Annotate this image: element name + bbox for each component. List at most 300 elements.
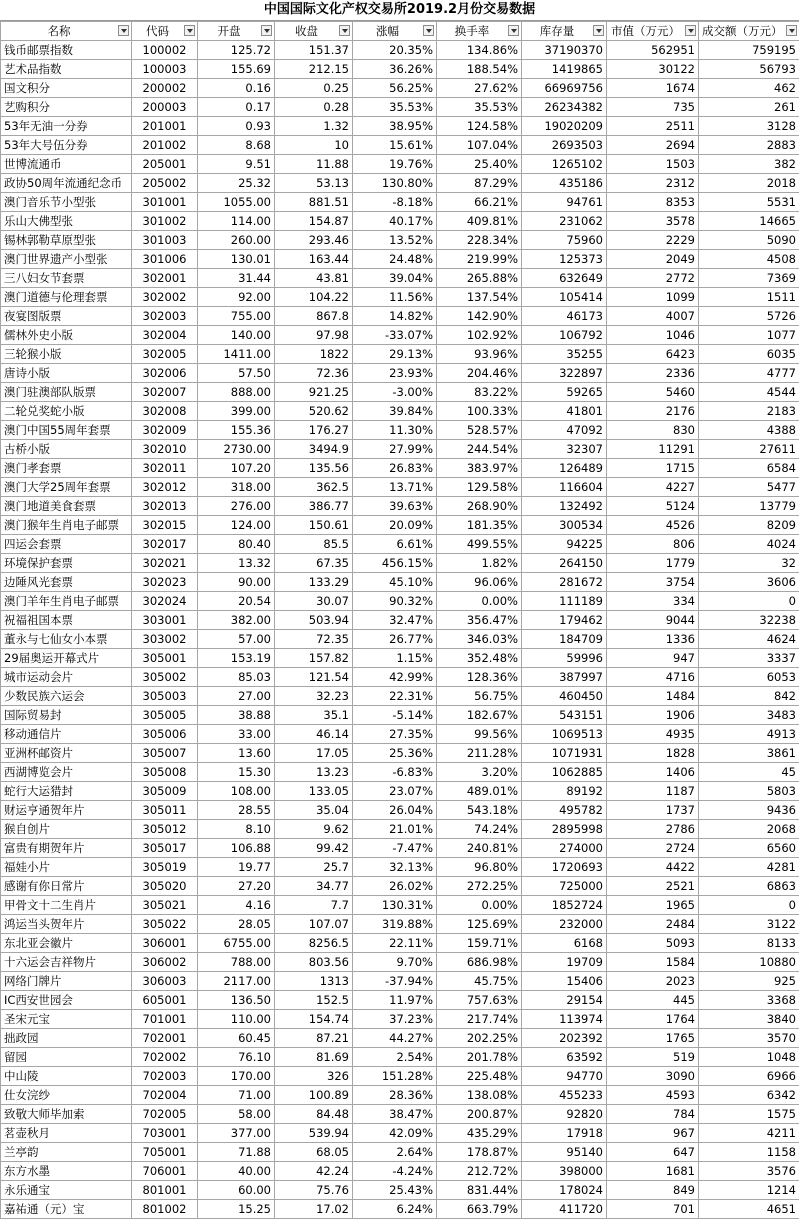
cell-market-value: 4716 (607, 668, 699, 687)
cell-volume: 14665 (699, 212, 799, 231)
cell-change: 319.88% (353, 915, 437, 934)
cell-code: 305008 (132, 763, 198, 782)
cell-turnover-rate: 212.72% (437, 1162, 522, 1181)
cell-close: 8256.5 (275, 934, 353, 953)
cell-volume: 3840 (699, 1010, 799, 1029)
cell-change: 38.47% (353, 1105, 437, 1124)
cell-inventory: 6168 (522, 934, 607, 953)
cell-code: 302003 (132, 307, 198, 326)
cell-name: 边陲风光套票 (1, 573, 132, 592)
cell-volume: 4913 (699, 725, 799, 744)
filter-dropdown-icon[interactable] (261, 25, 272, 36)
table-row (1, 1105, 799, 1124)
table-row (1, 364, 799, 383)
cell-change: 11.97% (353, 991, 437, 1010)
table-row (1, 1048, 799, 1067)
cell-turnover-rate: 528.57% (437, 421, 522, 440)
cell-open: 80.40 (198, 535, 275, 554)
cell-code: 305022 (132, 915, 198, 934)
cell-name: 十六运会吉祥物片 (1, 953, 132, 972)
cell-name: 感谢有你日常片 (1, 877, 132, 896)
cell-volume: 3576 (699, 1162, 799, 1181)
cell-close: 503.94 (275, 611, 353, 630)
cell-open: 90.00 (198, 573, 275, 592)
cell-turnover-rate: 45.75% (437, 972, 522, 991)
cell-inventory: 178024 (522, 1181, 607, 1200)
cell-change: -7.47% (353, 839, 437, 858)
cell-name: 唐诗小版 (1, 364, 132, 383)
cell-market-value: 562951 (607, 41, 699, 60)
cell-name: 世博流通币 (1, 155, 132, 174)
cell-turnover-rate: 0.00% (437, 896, 522, 915)
cell-inventory: 19020209 (522, 117, 607, 136)
cell-turnover-rate: 272.25% (437, 877, 522, 896)
cell-close: 53.13 (275, 174, 353, 193)
cell-open: 8.68 (198, 136, 275, 155)
cell-name: 澳门道德与伦理套票 (1, 288, 132, 307)
cell-volume: 4281 (699, 858, 799, 877)
cell-inventory: 47092 (522, 421, 607, 440)
cell-market-value: 1828 (607, 744, 699, 763)
cell-code: 200003 (132, 98, 198, 117)
cell-turnover-rate: 134.86% (437, 41, 522, 60)
cell-name: 儒林外史小版 (1, 326, 132, 345)
cell-change: -37.94% (353, 972, 437, 991)
table-row (1, 174, 799, 193)
cell-turnover-rate: 83.22% (437, 383, 522, 402)
cell-inventory: 89192 (522, 782, 607, 801)
cell-open: 0.16 (198, 79, 275, 98)
cell-name: 富贵有期贺年片 (1, 839, 132, 858)
cell-volume: 10880 (699, 953, 799, 972)
cell-inventory: 1062885 (522, 763, 607, 782)
cell-code: 302011 (132, 459, 198, 478)
cell-change: 27.99% (353, 440, 437, 459)
sheet-title: 中国国际文化产权交易所2019.2月份交易数据 (0, 0, 799, 21)
cell-name: 锡林郭勒草原型张 (1, 231, 132, 250)
cell-inventory: 1069513 (522, 725, 607, 744)
cell-market-value: 9044 (607, 611, 699, 630)
filter-dropdown-icon[interactable] (184, 25, 195, 36)
cell-open: 1411.00 (198, 345, 275, 364)
cell-inventory: 455233 (522, 1086, 607, 1105)
cell-volume: 4651 (699, 1200, 799, 1219)
cell-market-value: 1484 (607, 687, 699, 706)
cell-change: -8.18% (353, 193, 437, 212)
cell-inventory: 126489 (522, 459, 607, 478)
cell-close: 154.87 (275, 212, 353, 231)
cell-turnover-rate: 217.74% (437, 1010, 522, 1029)
cell-inventory: 94761 (522, 193, 607, 212)
cell-name: 拙政园 (1, 1029, 132, 1048)
cell-turnover-rate: 27.62% (437, 79, 522, 98)
cell-change: 42.09% (353, 1124, 437, 1143)
cell-inventory: 184709 (522, 630, 607, 649)
cell-inventory: 543151 (522, 706, 607, 725)
cell-change: 9.70% (353, 953, 437, 972)
cell-close: 151.37 (275, 41, 353, 60)
cell-market-value: 1765 (607, 1029, 699, 1048)
cell-code: 301006 (132, 250, 198, 269)
cell-change: 40.17% (353, 212, 437, 231)
cell-code: 305020 (132, 877, 198, 896)
cell-volume: 3606 (699, 573, 799, 592)
table-row (1, 117, 799, 136)
cell-code: 302002 (132, 288, 198, 307)
cell-name: 圣宋元宝 (1, 1010, 132, 1029)
table-row (1, 668, 799, 687)
cell-change: 20.09% (353, 516, 437, 535)
cell-volume: 6584 (699, 459, 799, 478)
cell-code: 205001 (132, 155, 198, 174)
cell-code: 302009 (132, 421, 198, 440)
cell-turnover-rate: 663.79% (437, 1200, 522, 1219)
filter-dropdown-icon[interactable] (118, 25, 129, 36)
table-row (1, 1124, 799, 1143)
cell-volume: 2883 (699, 136, 799, 155)
cell-code: 701001 (132, 1010, 198, 1029)
cell-open: 1055.00 (198, 193, 275, 212)
header-close: 收盘 (275, 22, 353, 41)
cell-market-value: 1681 (607, 1162, 699, 1181)
cell-close: 25.7 (275, 858, 353, 877)
cell-open: 6755.00 (198, 934, 275, 953)
table-row (1, 79, 799, 98)
cell-volume: 7369 (699, 269, 799, 288)
cell-open: 130.01 (198, 250, 275, 269)
cell-turnover-rate: 204.46% (437, 364, 522, 383)
filter-dropdown-icon[interactable] (508, 25, 519, 36)
cell-open: 110.00 (198, 1010, 275, 1029)
cell-volume: 4777 (699, 364, 799, 383)
cell-code: 305001 (132, 649, 198, 668)
cell-market-value: 1503 (607, 155, 699, 174)
cell-volume: 2068 (699, 820, 799, 839)
cell-change: 39.63% (353, 497, 437, 516)
cell-inventory: 460450 (522, 687, 607, 706)
cell-change: -3.00% (353, 383, 437, 402)
cell-market-value: 784 (607, 1105, 699, 1124)
cell-change: 151.28% (353, 1067, 437, 1086)
cell-open: 27.00 (198, 687, 275, 706)
filter-dropdown-icon[interactable] (685, 25, 696, 36)
cell-market-value: 3754 (607, 573, 699, 592)
cell-volume: 382 (699, 155, 799, 174)
cell-close: 212.15 (275, 60, 353, 79)
cell-market-value: 1406 (607, 763, 699, 782)
cell-name: 艺术品指数 (1, 60, 132, 79)
cell-open: 13.60 (198, 744, 275, 763)
cell-name: 永乐通宝 (1, 1181, 132, 1200)
cell-code: 306002 (132, 953, 198, 972)
cell-code: 305005 (132, 706, 198, 725)
cell-volume: 4508 (699, 250, 799, 269)
cell-turnover-rate: 87.29% (437, 174, 522, 193)
cell-close: 133.29 (275, 573, 353, 592)
cell-inventory: 46173 (522, 307, 607, 326)
cell-code: 302021 (132, 554, 198, 573)
cell-volume: 1048 (699, 1048, 799, 1067)
cell-open: 318.00 (198, 478, 275, 497)
cell-change: 19.76% (353, 155, 437, 174)
cell-market-value: 647 (607, 1143, 699, 1162)
cell-name: 兰亭韵 (1, 1143, 132, 1162)
table-row (1, 877, 799, 896)
table-row (1, 896, 799, 915)
cell-open: 170.00 (198, 1067, 275, 1086)
cell-inventory: 632649 (522, 269, 607, 288)
cell-code: 302001 (132, 269, 198, 288)
cell-inventory: 105414 (522, 288, 607, 307)
table-row (1, 744, 799, 763)
cell-name: 西湖博览会片 (1, 763, 132, 782)
cell-name: 致敬大师毕加索 (1, 1105, 132, 1124)
cell-turnover-rate: 93.96% (437, 345, 522, 364)
cell-code: 305011 (132, 801, 198, 820)
cell-volume: 5477 (699, 478, 799, 497)
cell-turnover-rate: 489.01% (437, 782, 522, 801)
cell-open: 28.55 (198, 801, 275, 820)
cell-inventory: 59265 (522, 383, 607, 402)
cell-open: 9.51 (198, 155, 275, 174)
cell-change: 23.07% (353, 782, 437, 801)
cell-change: -5.14% (353, 706, 437, 725)
table-row (1, 839, 799, 858)
cell-change: -6.83% (353, 763, 437, 782)
table-row (1, 402, 799, 421)
cell-turnover-rate: 181.35% (437, 516, 522, 535)
cell-turnover-rate: 686.98% (437, 953, 522, 972)
cell-market-value: 1584 (607, 953, 699, 972)
cell-code: 605001 (132, 991, 198, 1010)
cell-inventory: 111189 (522, 592, 607, 611)
cell-turnover-rate: 356.47% (437, 611, 522, 630)
cell-inventory: 15406 (522, 972, 607, 991)
header-market-value: 市值（万元） (607, 22, 699, 41)
cell-code: 302005 (132, 345, 198, 364)
cell-turnover-rate: 346.03% (437, 630, 522, 649)
cell-close: 163.44 (275, 250, 353, 269)
cell-volume: 1575 (699, 1105, 799, 1124)
cell-change: 32.47% (353, 611, 437, 630)
cell-code: 201002 (132, 136, 198, 155)
cell-change: 32.13% (353, 858, 437, 877)
table-row (1, 250, 799, 269)
cell-code: 801001 (132, 1181, 198, 1200)
table-row (1, 155, 799, 174)
cell-code: 302004 (132, 326, 198, 345)
table-row (1, 345, 799, 364)
cell-code: 302013 (132, 497, 198, 516)
cell-change: 26.77% (353, 630, 437, 649)
cell-market-value: 967 (607, 1124, 699, 1143)
cell-inventory: 35255 (522, 345, 607, 364)
cell-volume: 13779 (699, 497, 799, 516)
cell-name: 古桥小版 (1, 440, 132, 459)
table-row (1, 1181, 799, 1200)
cell-inventory: 1852724 (522, 896, 607, 915)
cell-close: 72.36 (275, 364, 353, 383)
cell-open: 92.00 (198, 288, 275, 307)
cell-volume: 8133 (699, 934, 799, 953)
cell-market-value: 11291 (607, 440, 699, 459)
cell-volume: 4544 (699, 383, 799, 402)
cell-close: 35.1 (275, 706, 353, 725)
cell-open: 71.88 (198, 1143, 275, 1162)
cell-name: 澳门驻澳部队版票 (1, 383, 132, 402)
table-row (1, 136, 799, 155)
cell-market-value: 4422 (607, 858, 699, 877)
cell-code: 705001 (132, 1143, 198, 1162)
cell-change: -33.07% (353, 326, 437, 345)
cell-name: 城市运动会片 (1, 668, 132, 687)
cell-name: 亚洲杯邮资片 (1, 744, 132, 763)
cell-inventory: 94225 (522, 535, 607, 554)
table-row (1, 98, 799, 117)
cell-turnover-rate: 138.08% (437, 1086, 522, 1105)
cell-close: 85.5 (275, 535, 353, 554)
cell-close: 43.81 (275, 269, 353, 288)
cell-name: 夜宴图版票 (1, 307, 132, 326)
cell-turnover-rate: 56.75% (437, 687, 522, 706)
cell-inventory: 19709 (522, 953, 607, 972)
filter-dropdown-icon[interactable] (423, 25, 434, 36)
cell-open: 155.69 (198, 60, 275, 79)
cell-volume: 3128 (699, 117, 799, 136)
cell-turnover-rate: 102.92% (437, 326, 522, 345)
cell-open: 2117.00 (198, 972, 275, 991)
cell-change: 25.43% (353, 1181, 437, 1200)
cell-close: 72.35 (275, 630, 353, 649)
cell-market-value: 5460 (607, 383, 699, 402)
cell-turnover-rate: 211.28% (437, 744, 522, 763)
cell-turnover-rate: 757.63% (437, 991, 522, 1010)
table-row (1, 801, 799, 820)
cell-close: 157.82 (275, 649, 353, 668)
cell-turnover-rate: 125.69% (437, 915, 522, 934)
cell-volume: 2183 (699, 402, 799, 421)
header-name: 名称 (1, 22, 132, 41)
cell-market-value: 1737 (607, 801, 699, 820)
cell-name: 环境保护套票 (1, 554, 132, 573)
cell-name: 三轮猴小版 (1, 345, 132, 364)
cell-change: 36.26% (353, 60, 437, 79)
filter-dropdown-icon[interactable] (339, 25, 350, 36)
table-row (1, 440, 799, 459)
cell-open: 888.00 (198, 383, 275, 402)
cell-open: 60.45 (198, 1029, 275, 1048)
cell-inventory: 59996 (522, 649, 607, 668)
cell-turnover-rate: 352.48% (437, 649, 522, 668)
cell-change: 6.24% (353, 1200, 437, 1219)
cell-turnover-rate: 265.88% (437, 269, 522, 288)
cell-name: 澳门中国55周年套票 (1, 421, 132, 440)
cell-inventory: 37190370 (522, 41, 607, 60)
cell-name: 53年无油一分券 (1, 117, 132, 136)
cell-change: 45.10% (353, 573, 437, 592)
cell-volume: 3337 (699, 649, 799, 668)
cell-change: 2.54% (353, 1048, 437, 1067)
cell-open: 2730.00 (198, 440, 275, 459)
cell-turnover-rate: 228.34% (437, 231, 522, 250)
cell-turnover-rate: 201.78% (437, 1048, 522, 1067)
table-row (1, 592, 799, 611)
cell-market-value: 2312 (607, 174, 699, 193)
cell-close: 46.14 (275, 725, 353, 744)
cell-turnover-rate: 96.80% (437, 858, 522, 877)
cell-close: 0.28 (275, 98, 353, 117)
cell-change: 26.83% (353, 459, 437, 478)
cell-name: IC西安世园会 (1, 991, 132, 1010)
table-row (1, 554, 799, 573)
cell-close: 75.76 (275, 1181, 353, 1200)
cell-inventory: 41801 (522, 402, 607, 421)
cell-change: 23.93% (353, 364, 437, 383)
cell-change: 22.31% (353, 687, 437, 706)
cell-market-value: 1674 (607, 79, 699, 98)
cell-change: 2.64% (353, 1143, 437, 1162)
cell-change: 13.52% (353, 231, 437, 250)
table-row (1, 421, 799, 440)
filter-dropdown-icon[interactable] (593, 25, 604, 36)
cell-volume: 27611 (699, 440, 799, 459)
cell-turnover-rate: 178.87% (437, 1143, 522, 1162)
cell-turnover-rate: 66.21% (437, 193, 522, 212)
cell-code: 201001 (132, 117, 198, 136)
cell-volume: 3861 (699, 744, 799, 763)
cell-name: 网络门牌片 (1, 972, 132, 991)
cell-close: 10 (275, 136, 353, 155)
cell-turnover-rate: 99.56% (437, 725, 522, 744)
cell-market-value: 5093 (607, 934, 699, 953)
table-row (1, 288, 799, 307)
cell-turnover-rate: 831.44% (437, 1181, 522, 1200)
table-row (1, 60, 799, 79)
cell-market-value: 1046 (607, 326, 699, 345)
cell-code: 306001 (132, 934, 198, 953)
cell-inventory: 1071931 (522, 744, 607, 763)
cell-change: 22.11% (353, 934, 437, 953)
cell-change: 11.30% (353, 421, 437, 440)
cell-inventory: 179462 (522, 611, 607, 630)
cell-name: 东方水墨 (1, 1162, 132, 1181)
cell-market-value: 2694 (607, 136, 699, 155)
cell-inventory: 725000 (522, 877, 607, 896)
cell-volume: 5726 (699, 307, 799, 326)
filter-dropdown-icon[interactable] (786, 25, 797, 36)
cell-volume: 842 (699, 687, 799, 706)
cell-open: 33.00 (198, 725, 275, 744)
cell-change: 42.99% (353, 668, 437, 687)
cell-market-value: 1336 (607, 630, 699, 649)
cell-name: 二轮兑奖蛇小版 (1, 402, 132, 421)
header-inventory: 库存量 (522, 22, 607, 41)
cell-name: 艺购积分 (1, 98, 132, 117)
cell-change: 130.80% (353, 174, 437, 193)
cell-inventory: 116604 (522, 478, 607, 497)
cell-change: 21.01% (353, 820, 437, 839)
cell-name: 国文积分 (1, 79, 132, 98)
cell-turnover-rate: 1.82% (437, 554, 522, 573)
cell-open: 382.00 (198, 611, 275, 630)
cell-code: 702001 (132, 1029, 198, 1048)
cell-inventory: 95140 (522, 1143, 607, 1162)
cell-market-value: 735 (607, 98, 699, 117)
cell-open: 57.00 (198, 630, 275, 649)
cell-code: 302023 (132, 573, 198, 592)
cell-close: 293.46 (275, 231, 353, 250)
cell-name: 猴自创片 (1, 820, 132, 839)
